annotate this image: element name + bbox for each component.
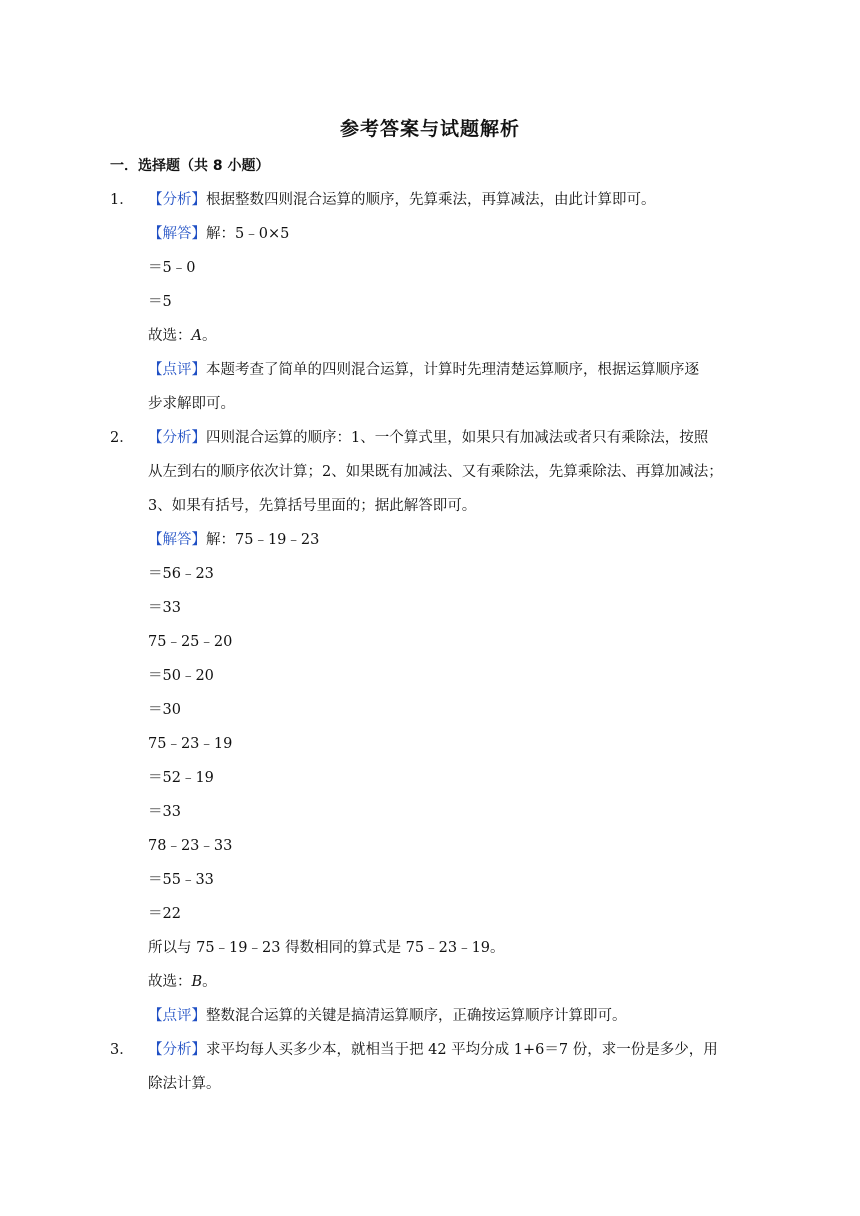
answer-tag: 【解答】 xyxy=(148,532,206,548)
calc-step: 75﹣23﹣19 xyxy=(148,736,233,752)
analysis-text: 求平均每人买多少本，就相当于把 42 平均分成 1+6＝7 份，求一份是多少，用 xyxy=(206,1042,718,1058)
analysis-tag: 【分析】 xyxy=(148,430,206,446)
analysis-text: 四则混合运算的顺序：1、一个算式里，如果只有加减法或者只有乘除法，按照 xyxy=(206,430,709,446)
calc-step: ＝5 xyxy=(148,294,172,310)
question-number: 2． xyxy=(110,430,134,446)
choice-prefix: 故选： xyxy=(148,328,192,344)
calc-step: ＝33 xyxy=(148,600,181,616)
calc-step: ＝50﹣20 xyxy=(148,668,214,684)
comment-tag: 【点评】 xyxy=(148,1008,206,1024)
conclusion-text: 所以与 75﹣19﹣23 得数相同的算式是 75﹣23﹣19。 xyxy=(148,940,505,956)
page-title: 参考答案与试题解析 xyxy=(339,118,520,140)
q2-choice-line xyxy=(148,972,217,992)
analysis-tag: 【分析】 xyxy=(148,1042,206,1058)
analysis-text-cont: 从左到右的顺序依次计算；2、如果既有加减法、又有乘除法，先算乘除法、再算加减法； xyxy=(148,464,723,480)
calc-step: ＝56﹣23 xyxy=(148,566,214,582)
question-number: 1． xyxy=(110,192,134,208)
q2-answer-line xyxy=(148,530,319,550)
calc-step: ＝5﹣0 xyxy=(148,260,196,276)
analysis-text-cont: 除法计算。 xyxy=(148,1076,221,1092)
q1-comment-line xyxy=(148,360,699,380)
choice-suffix: 。 xyxy=(201,328,217,344)
q1-analysis-line xyxy=(110,190,656,210)
q2-analysis-line xyxy=(110,428,708,448)
calc-step: 75﹣25﹣20 xyxy=(148,634,233,650)
comment-text: 整数混合运算的关键是搞清运算顺序，正确按运算顺序计算即可。 xyxy=(206,1008,627,1024)
calc-step: ＝33 xyxy=(148,804,181,820)
choice-suffix: 。 xyxy=(202,974,217,990)
answer-tag: 【解答】 xyxy=(148,226,206,242)
answer-intro: 解：75﹣19﹣23 xyxy=(206,532,320,548)
q3-analysis-line xyxy=(110,1040,718,1060)
calc-step: ＝22 xyxy=(148,906,181,922)
section-heading: 一．选择题（共 8 小题） xyxy=(110,158,270,174)
choice-letter: B xyxy=(191,974,203,990)
question-number: 3． xyxy=(110,1042,134,1058)
comment-text-cont: 步求解即可。 xyxy=(148,396,235,412)
calc-step: 78﹣23﹣33 xyxy=(148,838,233,854)
calc-step: ＝52﹣19 xyxy=(148,770,214,786)
choice-prefix: 故选： xyxy=(148,974,192,990)
choice-letter: A xyxy=(191,328,202,344)
comment-tag: 【点评】 xyxy=(148,362,206,378)
analysis-tag: 【分析】 xyxy=(148,192,206,208)
calc-step: ＝30 xyxy=(148,702,181,718)
q2-comment-line xyxy=(148,1006,627,1026)
q1-choice-line xyxy=(148,326,216,346)
comment-text: 本题考查了简单的四则混合运算，计算时先理清楚运算顺序，根据运算顺序逐 xyxy=(206,362,699,378)
analysis-text-cont: 3、如果有括号，先算括号里面的；据此解答即可。 xyxy=(148,498,477,514)
q1-answer-line xyxy=(148,224,289,244)
analysis-text: 根据整数四则混合运算的顺序，先算乘法，再算减法，由此计算即可。 xyxy=(206,192,656,208)
answer-intro: 解：5﹣0×5 xyxy=(206,226,290,242)
calc-step: ＝55﹣33 xyxy=(148,872,214,888)
